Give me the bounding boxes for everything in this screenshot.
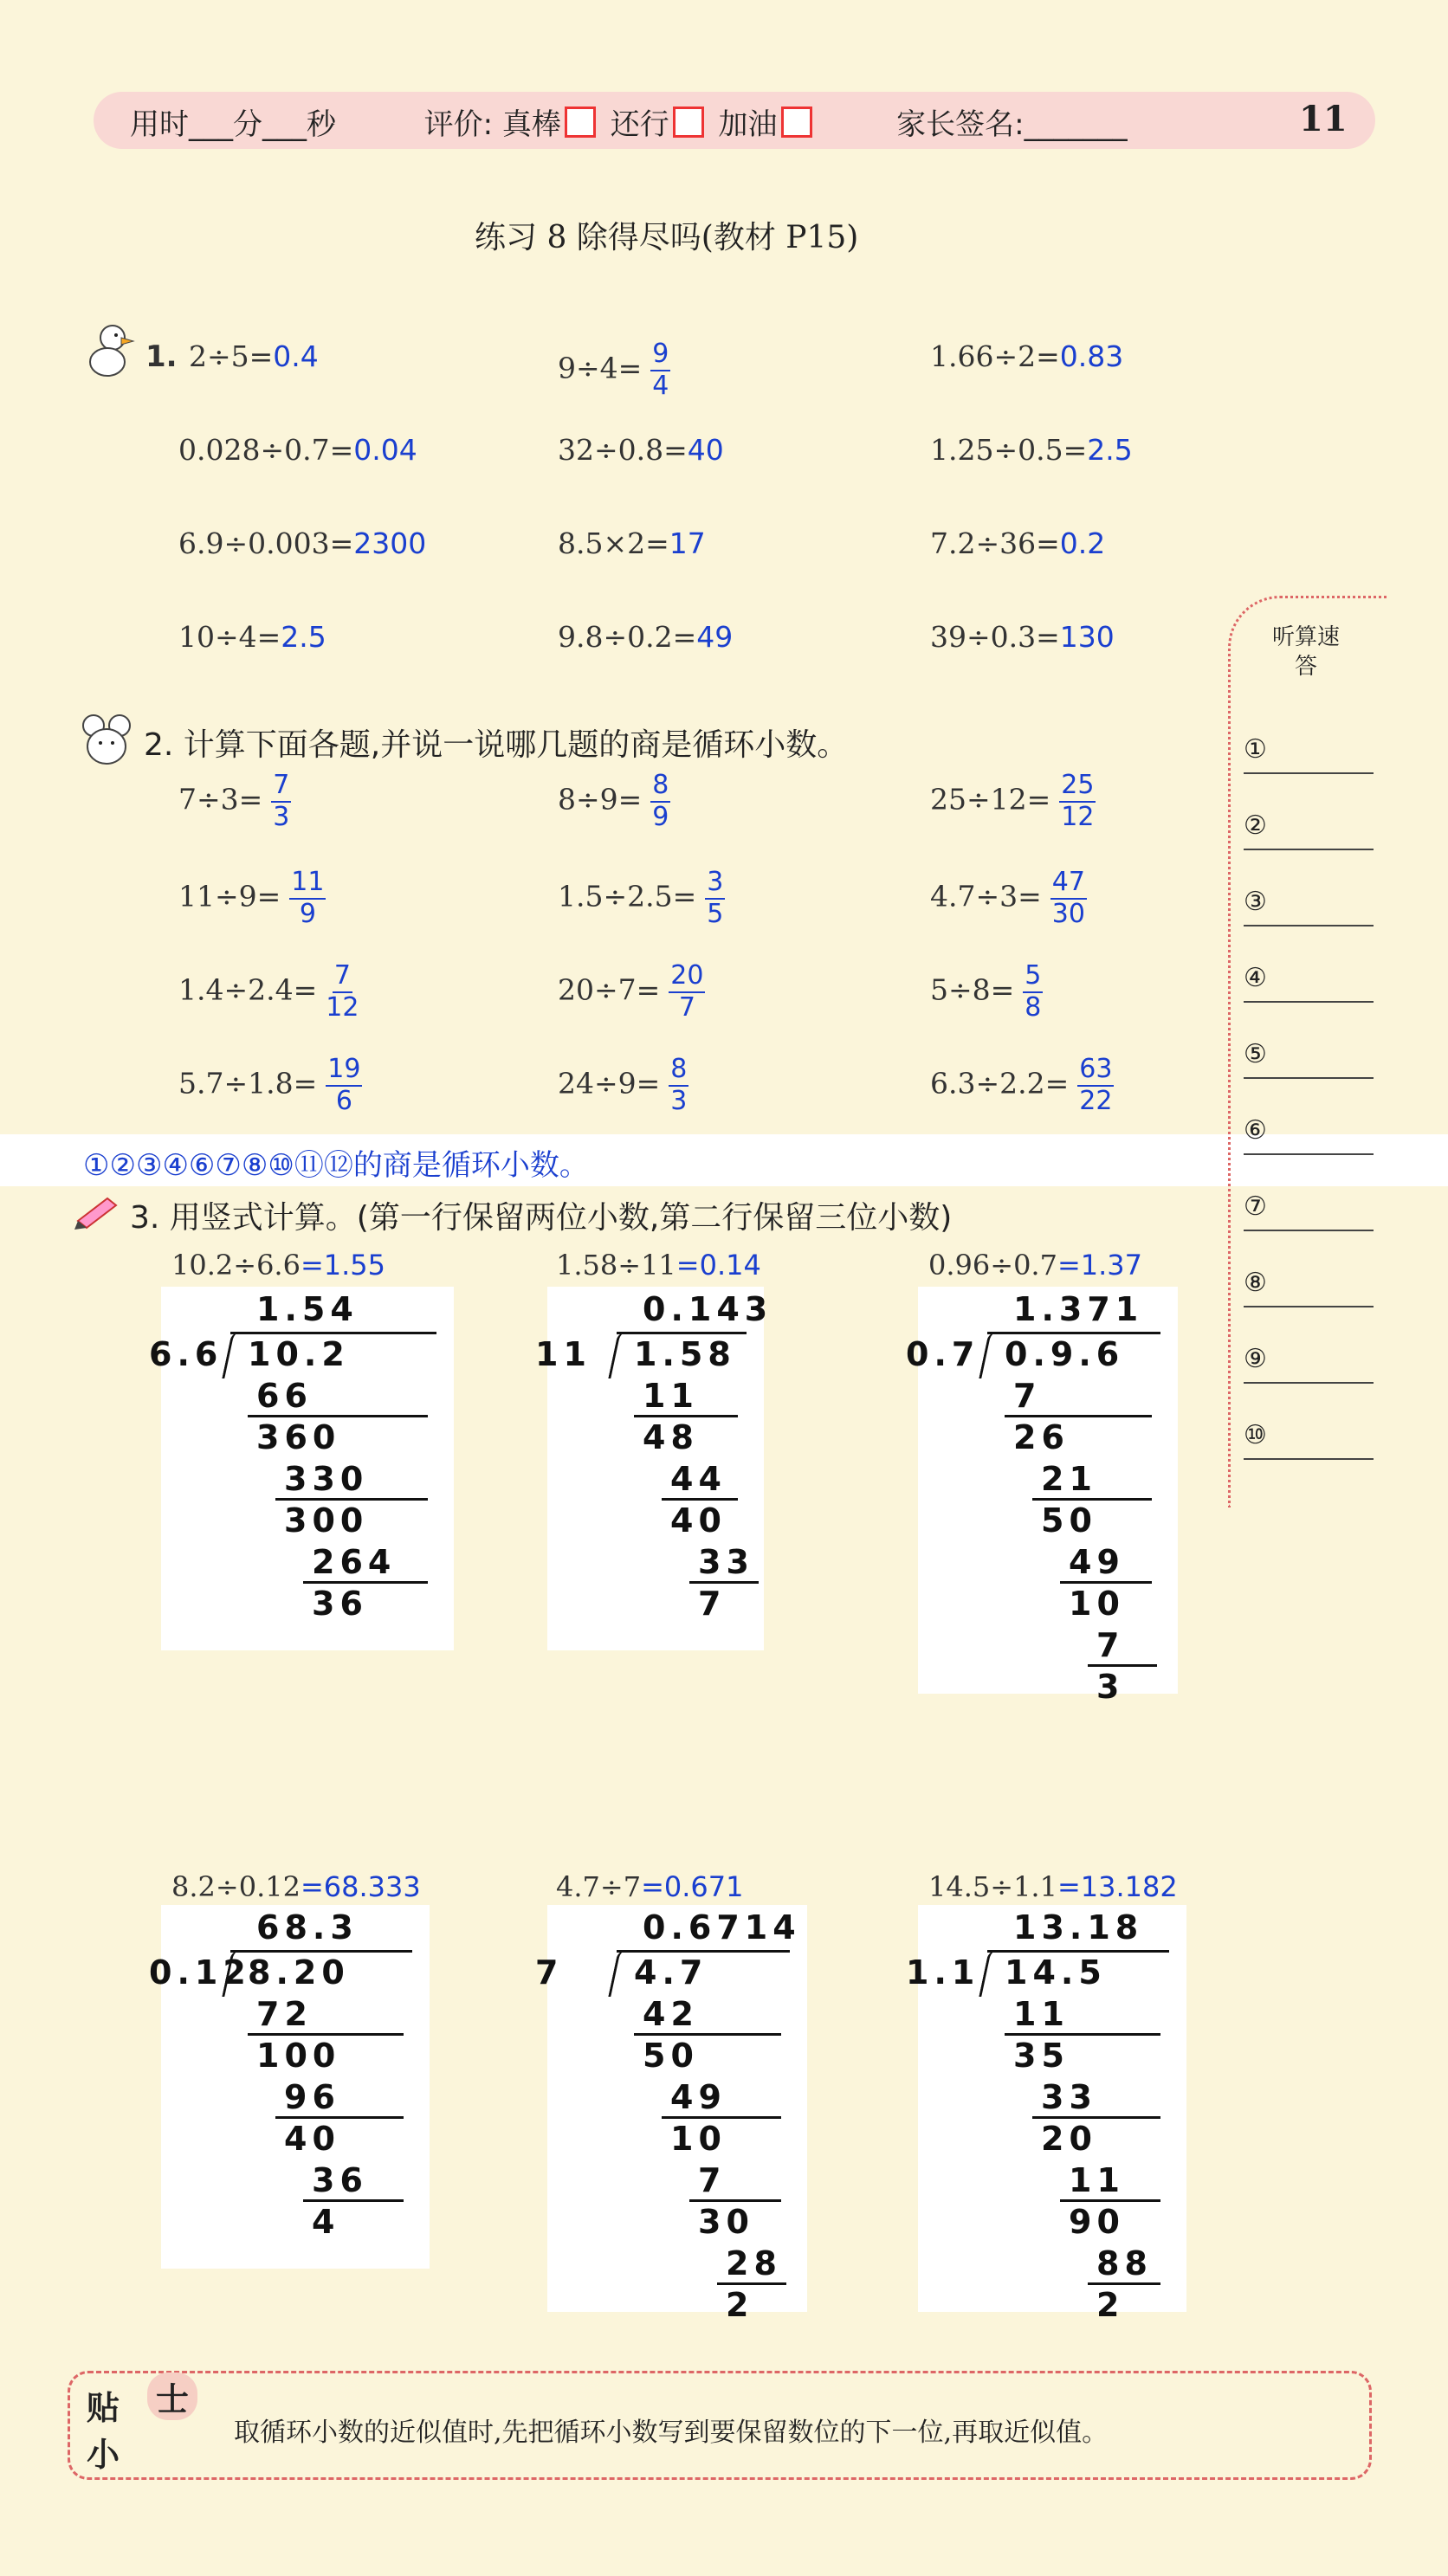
- q1-question: 32÷0.8=: [558, 433, 688, 467]
- long-division-step: 7: [1096, 1626, 1125, 1664]
- q1-item: [930, 620, 1115, 654]
- long-division-step: 49: [1069, 1543, 1125, 1581]
- q2-fraction-answer: [326, 961, 359, 1023]
- rating-label: 评价:: [423, 107, 494, 142]
- fraction-numerator: 3: [705, 868, 725, 900]
- rating-great-label: 真棒: [501, 107, 561, 142]
- long-division-subtract-line: [1005, 1415, 1152, 1417]
- q1-question: 1.66÷2=: [930, 339, 1060, 373]
- q2-question: 5÷8=: [930, 972, 1015, 1007]
- q3-problem-answer: =0.14: [676, 1249, 761, 1282]
- fraction-numerator: 8: [650, 771, 670, 803]
- q2-fraction-answer: [271, 771, 291, 832]
- page-number: 11: [1299, 99, 1348, 139]
- tip-badge-2: 士: [147, 2373, 197, 2420]
- fraction-numerator: 20: [669, 961, 705, 993]
- long-division-step: 28: [726, 2244, 782, 2282]
- listen-item-number: ⑤: [1244, 1039, 1267, 1069]
- fraction-denominator: 8: [1025, 991, 1042, 1023]
- parent-signature: 家长签名:_______: [896, 107, 1128, 142]
- long-division-subtract-line: [1060, 2199, 1160, 2202]
- long-division-subtract-line: [303, 2199, 404, 2202]
- long-division-step: 50: [1041, 1501, 1097, 1540]
- q1-item: [558, 433, 724, 467]
- long-division-dividend: 10.2: [248, 1335, 350, 1373]
- long-division-step: 90: [1069, 2203, 1125, 2241]
- long-division-step: 7: [698, 2161, 727, 2199]
- q2-item: [178, 1055, 362, 1116]
- listen-answer-line[interactable]: [1244, 1039, 1374, 1079]
- long-division-step: 33: [698, 1543, 754, 1581]
- q2-item: [558, 771, 670, 832]
- listen-title: 听算速答: [1271, 624, 1340, 680]
- long-division-step: 96: [284, 2078, 340, 2116]
- long-division-step: 330: [284, 1460, 369, 1498]
- long-division-divisor: 11: [535, 1335, 591, 1373]
- long-division-step: 10: [670, 2120, 727, 2158]
- q2-item: [930, 1055, 1114, 1116]
- long-division-bar: [617, 1950, 790, 1953]
- long-division-quotient: 0.143: [643, 1290, 773, 1328]
- long-division-subtract-line: [275, 1498, 428, 1501]
- listen-item-number: ②: [1244, 810, 1267, 841]
- long-division-step: 2: [726, 2286, 754, 2324]
- long-division-divisor: 0.7: [906, 1335, 980, 1373]
- fraction-numerator: 7: [333, 961, 352, 993]
- long-division-subtract-line: [1088, 1664, 1157, 1667]
- listen-item-number: ⑩: [1244, 1420, 1267, 1450]
- listen-item-number: ⑦: [1244, 1191, 1267, 1222]
- q2-question: 25÷12=: [930, 782, 1051, 817]
- long-division-subtract-line: [634, 1415, 738, 1417]
- q1-number: 1.: [145, 339, 178, 374]
- tip-text: 取循环小数的近似值时,先把循环小数写到要保留数位的下一位,再取近似值。: [234, 2418, 1109, 2448]
- long-division-subtract-line: [717, 2282, 786, 2285]
- q1-question: 9.8÷0.2=: [558, 620, 697, 654]
- q3-problem-text: 10.2÷6.6: [171, 1249, 301, 1282]
- q2-question: 8÷9=: [558, 782, 643, 817]
- q2-fraction-answer: [1023, 961, 1043, 1023]
- rating-ok-checkbox[interactable]: [673, 107, 704, 138]
- fraction-denominator: 7: [678, 991, 695, 1023]
- fraction-numerator: 8: [669, 1055, 688, 1087]
- fraction-denominator: 4: [652, 370, 669, 401]
- long-division-subtract-line: [1032, 1498, 1152, 1501]
- q2-question: 20÷7=: [558, 972, 661, 1007]
- long-division-step: 264: [312, 1543, 397, 1581]
- listen-answer-line[interactable]: [1244, 1420, 1374, 1460]
- fraction-denominator: 3: [670, 1085, 688, 1116]
- header-text: [130, 100, 1128, 143]
- q1-question: 6.9÷0.003=: [178, 526, 354, 560]
- q1-answer: 0.04: [353, 433, 417, 467]
- q1-item: [178, 526, 426, 560]
- q1-question: 9÷4=: [558, 351, 643, 385]
- long-division-subtract-line: [689, 2199, 781, 2202]
- long-division-step: 49: [670, 2078, 727, 2116]
- q1-item: [930, 526, 1105, 560]
- q1-question: 10÷4=: [178, 620, 281, 654]
- long-division-divisor: 1.1: [906, 1953, 980, 1992]
- q3-problem-answer: =13.182: [1057, 1870, 1178, 1903]
- listen-answer-line[interactable]: [1244, 1268, 1374, 1307]
- long-division-step: 72: [256, 1995, 313, 2033]
- q3-problem: [171, 1249, 385, 1282]
- fraction-numerator: 5: [1023, 961, 1043, 993]
- long-division-step: 21: [1041, 1460, 1097, 1498]
- long-division-quotient: 13.18: [1013, 1908, 1144, 1947]
- q3-problem: [928, 1870, 1178, 1903]
- long-division-step: 35: [1013, 2037, 1070, 2075]
- q1-answer: 2300: [353, 526, 427, 560]
- q2-item: [930, 771, 1096, 832]
- listen-item-number: ⑥: [1244, 1115, 1267, 1146]
- q1-fraction-answer: [650, 339, 670, 401]
- long-division-bar: [230, 1332, 436, 1334]
- q2-answer-note: ①②③④⑥⑦⑧⑩⑪⑫的商是循环小数。: [83, 1148, 589, 1183]
- q2-question: 5.7÷1.8=: [178, 1066, 318, 1101]
- q2-question: 6.3÷2.2=: [930, 1066, 1070, 1101]
- listen-item-number: ①: [1244, 734, 1267, 765]
- long-division-step: 11: [643, 1377, 699, 1415]
- listen-answer-line[interactable]: [1244, 810, 1374, 850]
- q3-problem: [928, 1249, 1142, 1282]
- pencil-mascot-icon: [73, 1191, 125, 1230]
- q2-question: 24÷9=: [558, 1066, 661, 1101]
- q1-item: [930, 339, 1123, 373]
- q2-item: [178, 868, 326, 929]
- fraction-denominator: 9: [299, 898, 316, 929]
- fraction-denominator: 6: [335, 1085, 352, 1116]
- long-division-quotient: 1.54: [256, 1290, 359, 1328]
- long-division-step: 7: [1013, 1377, 1042, 1415]
- long-division-quotient: 1.371: [1013, 1290, 1144, 1328]
- long-division-subtract-line: [248, 2033, 404, 2036]
- q2-question: 1.5÷2.5=: [558, 879, 697, 914]
- long-division-dividend: 4.7: [634, 1953, 708, 1992]
- long-division-subtract-line: [1032, 2116, 1160, 2119]
- q1-answer: 17: [669, 526, 706, 560]
- rating-great-checkbox[interactable]: [565, 107, 596, 138]
- long-division-dividend: 0.9.6: [1005, 1335, 1125, 1373]
- long-division-step: 40: [670, 1501, 727, 1540]
- q2-item: [930, 961, 1043, 1023]
- long-division-quotient: 0.6714: [643, 1908, 801, 1947]
- q3-problem: [171, 1870, 421, 1903]
- long-division-subtract-line: [1005, 2033, 1160, 2036]
- long-division-step: 36: [312, 2161, 368, 2199]
- long-division-subtract-line: [689, 1581, 759, 1584]
- long-division-step: 33: [1041, 2078, 1097, 2116]
- listen-answer-line[interactable]: [1244, 963, 1374, 1003]
- q1-question: 1.25÷0.5=: [930, 433, 1088, 467]
- long-division-step: 88: [1096, 2244, 1153, 2282]
- q3-problem: [556, 1870, 743, 1903]
- tip-badge-3: 小: [87, 2436, 120, 2474]
- fraction-denominator: 30: [1051, 898, 1085, 929]
- q1-item: [178, 620, 326, 654]
- q1-item: [558, 620, 733, 654]
- fraction-numerator: 7: [271, 771, 291, 803]
- long-division-subtract-line: [248, 1415, 428, 1417]
- q3-problem-answer: =0.671: [641, 1870, 744, 1903]
- q1-question: 2÷5=: [189, 339, 274, 373]
- q2-item: [178, 961, 359, 1023]
- long-division-dividend: 14.5: [1005, 1953, 1107, 1992]
- q2-fraction-answer: [326, 1055, 362, 1116]
- long-division-step: 66: [256, 1377, 313, 1415]
- q2-fraction-answer: [669, 1055, 688, 1116]
- long-division-step: 36: [312, 1585, 368, 1623]
- rating-effort-label: 加油: [718, 107, 778, 142]
- q2-fraction-answer: [669, 961, 705, 1023]
- q1-answer: 2.5: [281, 620, 326, 654]
- q3-problem-answer: =68.333: [300, 1870, 421, 1903]
- long-division-step: 3: [1096, 1668, 1125, 1706]
- q2-fraction-answer: [650, 771, 670, 832]
- rating-ok-label: 还行: [610, 107, 669, 142]
- fraction-numerator: 19: [326, 1055, 362, 1087]
- fraction-denominator: 22: [1079, 1085, 1113, 1116]
- fraction-numerator: 63: [1077, 1055, 1114, 1087]
- long-division-bar: [617, 1332, 747, 1334]
- long-division-divisor: 6.6: [149, 1335, 223, 1373]
- q1-answer: 40: [687, 433, 724, 467]
- long-division-step: 100: [256, 2037, 341, 2075]
- fraction-numerator: 25: [1059, 771, 1096, 803]
- page-title: 练习 8 除得尽吗(教材 P15): [475, 220, 859, 255]
- long-division-step: 2: [1096, 2286, 1125, 2324]
- long-division-subtract-line: [303, 1581, 428, 1584]
- long-division-divisor: 7: [535, 1953, 564, 1992]
- q2-fraction-answer: [1077, 1055, 1114, 1116]
- long-division-bar: [987, 1950, 1169, 1953]
- long-division-step: 10: [1069, 1585, 1125, 1623]
- q1-question: 39÷0.3=: [930, 620, 1060, 654]
- long-division-step: 11: [1013, 1995, 1070, 2033]
- long-division-subtract-line: [275, 2116, 404, 2119]
- q2-question: 4.7÷3=: [930, 879, 1042, 914]
- q1-question: 0.028÷0.7=: [178, 433, 354, 467]
- q3-problem-text: 14.5÷1.1: [928, 1870, 1057, 1903]
- long-division-step: 40: [284, 2120, 340, 2158]
- listen-answer-line[interactable]: [1244, 1344, 1374, 1384]
- q3-problem-text: 1.58÷11: [556, 1249, 676, 1282]
- long-division-step: 7: [698, 1585, 727, 1623]
- q1-item: [930, 433, 1133, 467]
- q2-fraction-answer: [1050, 868, 1087, 929]
- long-division-dividend: 1.58: [634, 1335, 736, 1373]
- q3-problem-answer: =1.37: [1057, 1249, 1143, 1282]
- listen-answer-line[interactable]: [1244, 887, 1374, 926]
- q2-question: 1.4÷2.4=: [178, 972, 318, 1007]
- q1-item: [178, 433, 417, 467]
- fraction-denominator: 5: [707, 898, 724, 929]
- long-division-subtract-line: [1060, 1581, 1152, 1584]
- q2-item: [178, 771, 291, 832]
- q1-answer: 2.5: [1087, 433, 1133, 467]
- q2-question: 11÷9=: [178, 879, 281, 914]
- q2-fraction-answer: [1059, 771, 1096, 832]
- listen-answer-line[interactable]: [1244, 1191, 1374, 1231]
- long-division-step: 42: [643, 1995, 699, 2033]
- rating-effort-checkbox[interactable]: [781, 107, 812, 138]
- fraction-denominator: 9: [652, 801, 669, 832]
- q2-question: 7÷3=: [178, 782, 263, 817]
- long-division-bar: [987, 1332, 1160, 1334]
- long-division-step: 300: [284, 1501, 369, 1540]
- q1-answer: 130: [1059, 620, 1115, 654]
- long-division-step: 11: [1069, 2161, 1125, 2199]
- q3-problem: [556, 1249, 761, 1282]
- fraction-denominator: 12: [326, 991, 359, 1023]
- q1-item: [558, 339, 670, 401]
- long-division-subtract-line: [662, 2116, 781, 2119]
- listen-answer-line[interactable]: [1244, 734, 1374, 774]
- q3-problem-text: 4.7÷7: [556, 1870, 642, 1903]
- long-division-step: 44: [670, 1460, 727, 1498]
- q1-question: 8.5×2=: [558, 526, 669, 560]
- fraction-denominator: 12: [1061, 801, 1095, 832]
- q2-item: [558, 868, 725, 929]
- time-label: 用时___分___秒: [130, 107, 336, 142]
- long-division-subtract-line: [1088, 2282, 1160, 2285]
- q1-answer: 0.4: [273, 339, 319, 373]
- fraction-numerator: 47: [1050, 868, 1087, 900]
- long-division-step: 26: [1013, 1418, 1070, 1456]
- long-division-bar: [230, 1950, 412, 1953]
- mouse-mascot-icon: [76, 710, 139, 772]
- q3-problem-answer: =1.55: [300, 1249, 386, 1282]
- q1-answer: 0.83: [1059, 339, 1124, 373]
- q1-answer: 0.2: [1059, 526, 1106, 560]
- q2-fraction-answer: [289, 868, 326, 929]
- long-division-divisor: 0.12: [149, 1953, 251, 1992]
- fraction-numerator: 9: [650, 339, 670, 371]
- tip-badge-1: 贴: [87, 2389, 120, 2427]
- long-division-subtract-line: [634, 2033, 781, 2036]
- q2-item: [930, 868, 1087, 929]
- listen-item-number: ⑨: [1244, 1344, 1267, 1374]
- fraction-denominator: 3: [273, 801, 290, 832]
- long-division-step: 4: [312, 2203, 340, 2241]
- q1-item: [189, 339, 319, 373]
- fraction-numerator: 11: [289, 868, 326, 900]
- q2-item: [558, 1055, 688, 1116]
- q1-answer: 49: [696, 620, 734, 654]
- long-division-subtract-line: [662, 1498, 738, 1501]
- duck-mascot-icon: [78, 322, 139, 383]
- long-division-step: 50: [643, 2037, 699, 2075]
- listen-item-number: ③: [1244, 887, 1267, 917]
- long-division-quotient: 68.3: [256, 1908, 359, 1947]
- q2-heading: 2. 计算下面各题,并说一说哪几题的商是循环小数。: [144, 727, 849, 763]
- long-division-step: 20: [1041, 2120, 1097, 2158]
- long-division-dividend: 8.20: [248, 1953, 350, 1992]
- q2-item: [558, 961, 705, 1023]
- q3-problem-text: 8.2÷0.12: [171, 1870, 301, 1903]
- q3-problem-text: 0.96÷0.7: [928, 1249, 1057, 1282]
- listen-item-number: ⑧: [1244, 1268, 1267, 1298]
- long-division-step: 360: [256, 1418, 341, 1456]
- long-division-step: 30: [698, 2203, 754, 2241]
- listen-answer-line[interactable]: [1244, 1115, 1374, 1155]
- q1-question: 7.2÷36=: [930, 526, 1060, 560]
- q1-item: [558, 526, 706, 560]
- listen-item-number: ④: [1244, 963, 1267, 993]
- long-division-step: 48: [643, 1418, 699, 1456]
- q2-fraction-answer: [705, 868, 725, 929]
- q3-heading: 3. 用竖式计算。(第一行保留两位小数,第二行保留三位小数): [130, 1200, 953, 1236]
